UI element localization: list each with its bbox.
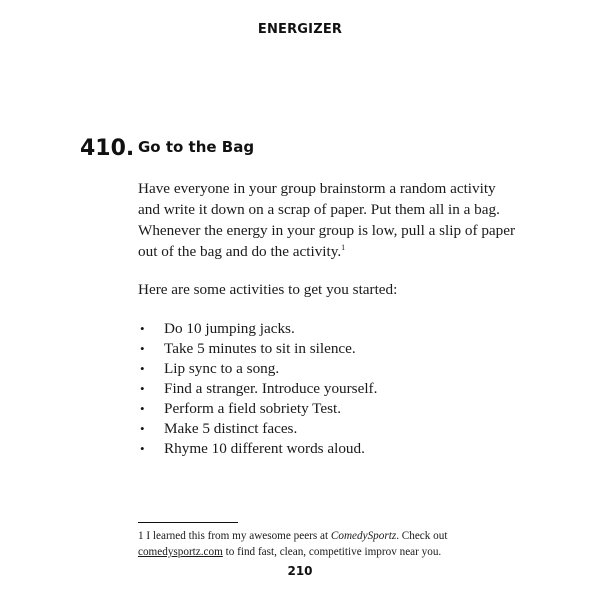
footnote-marker: 1 bbox=[138, 530, 144, 542]
list-item bbox=[138, 359, 377, 379]
body-paragraph-text: Have everyone in your group brainstorm a random activity and write it down on a scrap of paper. Put them all in a bag. Whenever the energy in your group is low, pull a slip of paper out of the bag and do the activity. bbox=[138, 180, 516, 260]
footnote-reference[interactable]: 1 bbox=[341, 242, 346, 252]
activities-intro: Here are some activities to get you started: bbox=[138, 281, 398, 298]
bullet-icon: • bbox=[140, 361, 145, 376]
footnote-text-middle: . Check out bbox=[396, 530, 448, 542]
body-paragraph bbox=[138, 178, 518, 262]
bullet-icon: • bbox=[140, 441, 145, 456]
list-item bbox=[138, 419, 377, 439]
list-item-text: Lip sync to a song. bbox=[164, 360, 280, 377]
list-item-text: Take 5 minutes to sit in silence. bbox=[164, 340, 356, 357]
list-item bbox=[138, 319, 377, 339]
list-item-text: Perform a field sobriety Test. bbox=[164, 400, 342, 417]
entry-number: 410. bbox=[80, 136, 135, 161]
list-item bbox=[138, 399, 377, 419]
list-item-text: Rhyme 10 different words aloud. bbox=[164, 440, 365, 457]
section-header: ENERGIZER bbox=[257, 22, 343, 37]
bullet-icon: • bbox=[140, 421, 145, 436]
list-item-text: Find a stranger. Introduce yourself. bbox=[164, 380, 378, 397]
bullet-icon: • bbox=[140, 381, 145, 396]
footnote-text-before: I learned this from my awesome peers at bbox=[143, 530, 331, 542]
footnote-organization: ComedySportz bbox=[330, 530, 397, 542]
page-number: 210 bbox=[287, 564, 313, 578]
footnote-link[interactable]: comedysportz.com bbox=[138, 546, 223, 558]
footnote-divider bbox=[138, 522, 238, 523]
list-item bbox=[138, 379, 377, 399]
entry-title: Go to the Bag bbox=[138, 138, 255, 156]
list-item-text: Do 10 jumping jacks. bbox=[164, 320, 295, 337]
footnote-text-after: to find fast, clean, competitive improv near you. bbox=[222, 546, 442, 558]
list-item bbox=[138, 339, 377, 359]
bullet-icon: • bbox=[140, 401, 145, 416]
list-item bbox=[138, 439, 377, 459]
bullet-icon: • bbox=[140, 321, 145, 336]
bullet-icon: • bbox=[140, 341, 145, 356]
footnote bbox=[138, 528, 498, 560]
activity-list bbox=[138, 319, 377, 459]
list-item-text: Make 5 distinct faces. bbox=[164, 420, 298, 437]
